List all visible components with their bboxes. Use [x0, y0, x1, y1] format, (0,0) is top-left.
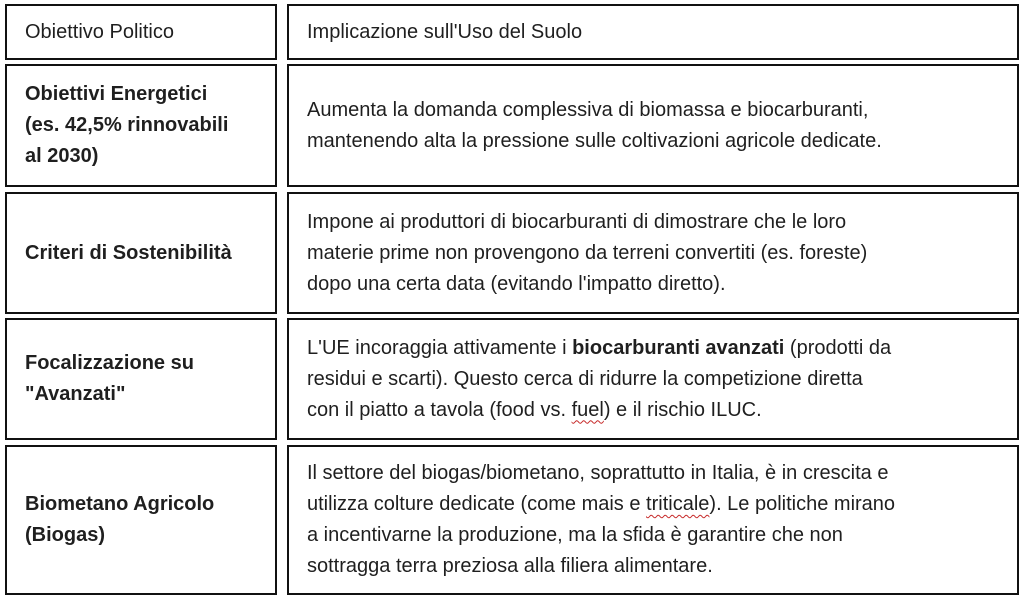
header-label-objective: Obiettivo Politico	[25, 20, 174, 43]
spellcheck-word-fuel: fuel	[571, 398, 604, 421]
table-row	[5, 445, 1019, 595]
land-use-implication-cell	[287, 445, 1019, 595]
implication-text-part: Il settore del biogas/biometano, soprattutto in Italia, è in crescita e utilizza colture dedicate (come mais e	[307, 462, 889, 515]
implication-text-part: ). Le politiche mirano a incentivarne la produzione, ma la sfida è garantire che non sottragga terra preziosa alla filiera alimentare.	[307, 493, 896, 577]
land-use-implication-text: Aumenta la domanda complessiva di biomassa e biocarburanti, mantenendo alta la pressione sulle coltivazioni agricole dedicate.	[307, 98, 882, 152]
implication-text-part: L'UE incoraggia attivamente i	[307, 336, 573, 359]
implication-text-part: ) e il rischio ILUC.	[603, 398, 762, 421]
table-header-row	[5, 4, 1019, 60]
advanced-biofuels-emphasis: biocarburanti avanzati	[572, 336, 785, 359]
column-gap	[277, 4, 287, 60]
policy-objective-label: Obiettivi Energetici (es. 42,5% rinnovabili al 2030)	[25, 83, 229, 167]
land-use-implication-text	[307, 458, 895, 582]
policy-objective-cell	[5, 192, 277, 314]
land-use-implication-cell	[287, 64, 1019, 187]
policy-objective-label: Focalizzazione su "Avanzati"	[25, 352, 194, 405]
spellcheck-word-triticale: triticale	[646, 493, 710, 515]
policy-objective-cell	[5, 445, 277, 595]
header-label-implication: Implicazione sull'Uso del Suolo	[307, 20, 583, 43]
implication-text-part: (prodotti da residui e scarti). Questo cerca di ridurre la competizione diretta con il piatto a tavola (food vs.	[307, 336, 892, 421]
table-row	[5, 192, 1019, 314]
policy-objective-cell	[5, 318, 277, 440]
header-cell-implication	[287, 4, 1019, 60]
column-gap	[277, 318, 287, 440]
table-row	[5, 318, 1019, 440]
land-use-implication-text	[307, 333, 891, 426]
policy-objective-label: Criteri di Sostenibilità	[25, 241, 232, 264]
land-use-implication-cell	[287, 192, 1019, 314]
table-row	[5, 64, 1019, 187]
land-use-implication-cell	[287, 318, 1019, 440]
column-gap	[277, 64, 287, 187]
policy-objective-label: Biometano Agricolo (Biogas)	[25, 493, 215, 546]
column-gap	[277, 445, 287, 595]
header-cell-objective	[5, 4, 277, 60]
column-gap	[277, 192, 287, 314]
policy-objective-cell	[5, 64, 277, 187]
land-use-implication-text: Impone ai produttori di biocarburanti di dimostrare che le loro materie prime non provengono da terreni convertiti (es. foreste) dopo una certa data (evitando l'impatto diretto).	[307, 210, 868, 295]
